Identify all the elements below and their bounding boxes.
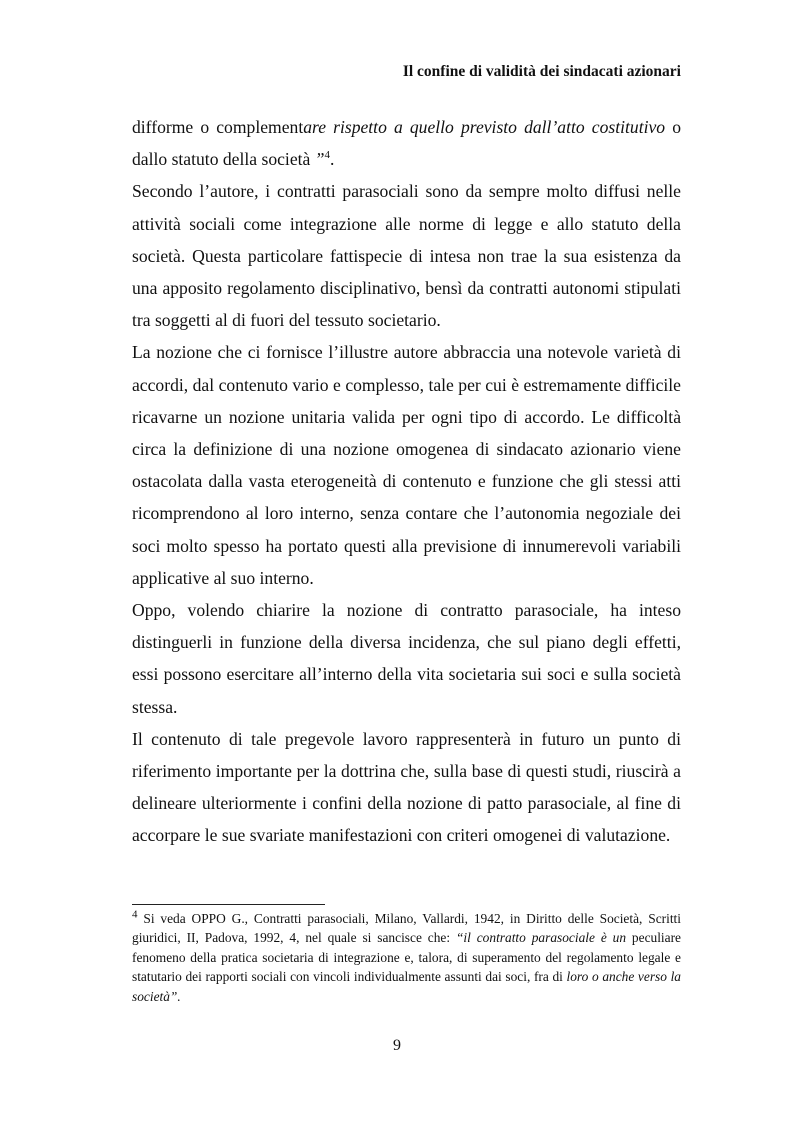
p1-text-a: difforme o complement [132, 117, 304, 137]
footnote [132, 909, 681, 1006]
footnote-italic-b: loro o anche verso la società”. [132, 969, 681, 1004]
footnote-number: 4 [132, 908, 138, 921]
paragraph-1 [132, 111, 681, 175]
paragraph-4: Oppo, volendo chiarire la nozione di contratto parasociale, ha inteso distinguerli in funzione della diversa incidenza, che sul piano degli effetti, essi possono esercitare all’interno della vita societaria sui soci e sulla società stessa. [132, 600, 681, 717]
footnote-text-a: Si veda OPPO G., Contratti parasociali, Milano, Vallardi, 1942, in Diritto delle Società, Scritti giuridici, II, Padova, 1992, 4, nel quale si sancisce che: [132, 911, 681, 946]
footnote-text-b: peculiare fenomeno della pratica societaria di integrazione e, talora, di superamento del regolamento legale e statutario dei rapporti sociali con vincoli individualmente assunti dai soci, fra di [132, 930, 681, 985]
paragraph-3: La nozione che ci fornisce l’illustre autore abbraccia una notevole varietà di accordi, dal contenuto vario e complesso, tale per cui è estremamente difficile ricavarne un nozione unitaria valida per ogni tipo di accordo. Le difficoltà circa la definizione di una nozione omogenea di sindacato azionario viene ostacolata dalla vasta eterogeneità di contenuto e funzione che gli stessi atti ricomprendono al loro interno, senza contare che l’autonomia negoziale dei soci molto spesso ha portato questi alla previsione di innumerevoli variabili applicative al suo interno. [132, 342, 681, 588]
p1-text-b: o dallo statuto della società [132, 117, 681, 170]
running-header: Il confine di validità dei sindacati azionari [402, 63, 681, 80]
p1-italic-b: ” [310, 149, 325, 170]
p1-text-c: . [330, 149, 335, 170]
paragraph-5: Il contenuto di tale pregevole lavoro rappresenterà in futuro un punto di riferimento importante per la dottrina che, sulla base di questi studi, riuscirà a delineare ulteriormente i confini della nozione di patto parasociale, al fine di accorpare le sue svariate manifestazioni con criteri omogenei di valutazione. [132, 728, 681, 846]
footnote-ref: 4 [324, 149, 331, 162]
paragraph-2: Secondo l’autore, i contratti parasociali sono da sempre molto diffusi nelle attività sociali come integrazione alle norme di legge e allo statuto della società. Questa particolare fattispecie di intesa non trae la sua esistenza da una apposito regolamento disciplinativo, bensì da contratti autonomi stipulati tra soggetti al di fuori del tessuto societario. [132, 181, 681, 331]
p1-italic-a: are rispetto a quello previsto dall’atto costitutivo [303, 117, 666, 137]
page-number: 9 [393, 1037, 401, 1054]
footnote-italic-a: “il contratto parasociale è un [455, 930, 627, 946]
body-text [132, 111, 681, 852]
footnote-separator [132, 904, 325, 905]
